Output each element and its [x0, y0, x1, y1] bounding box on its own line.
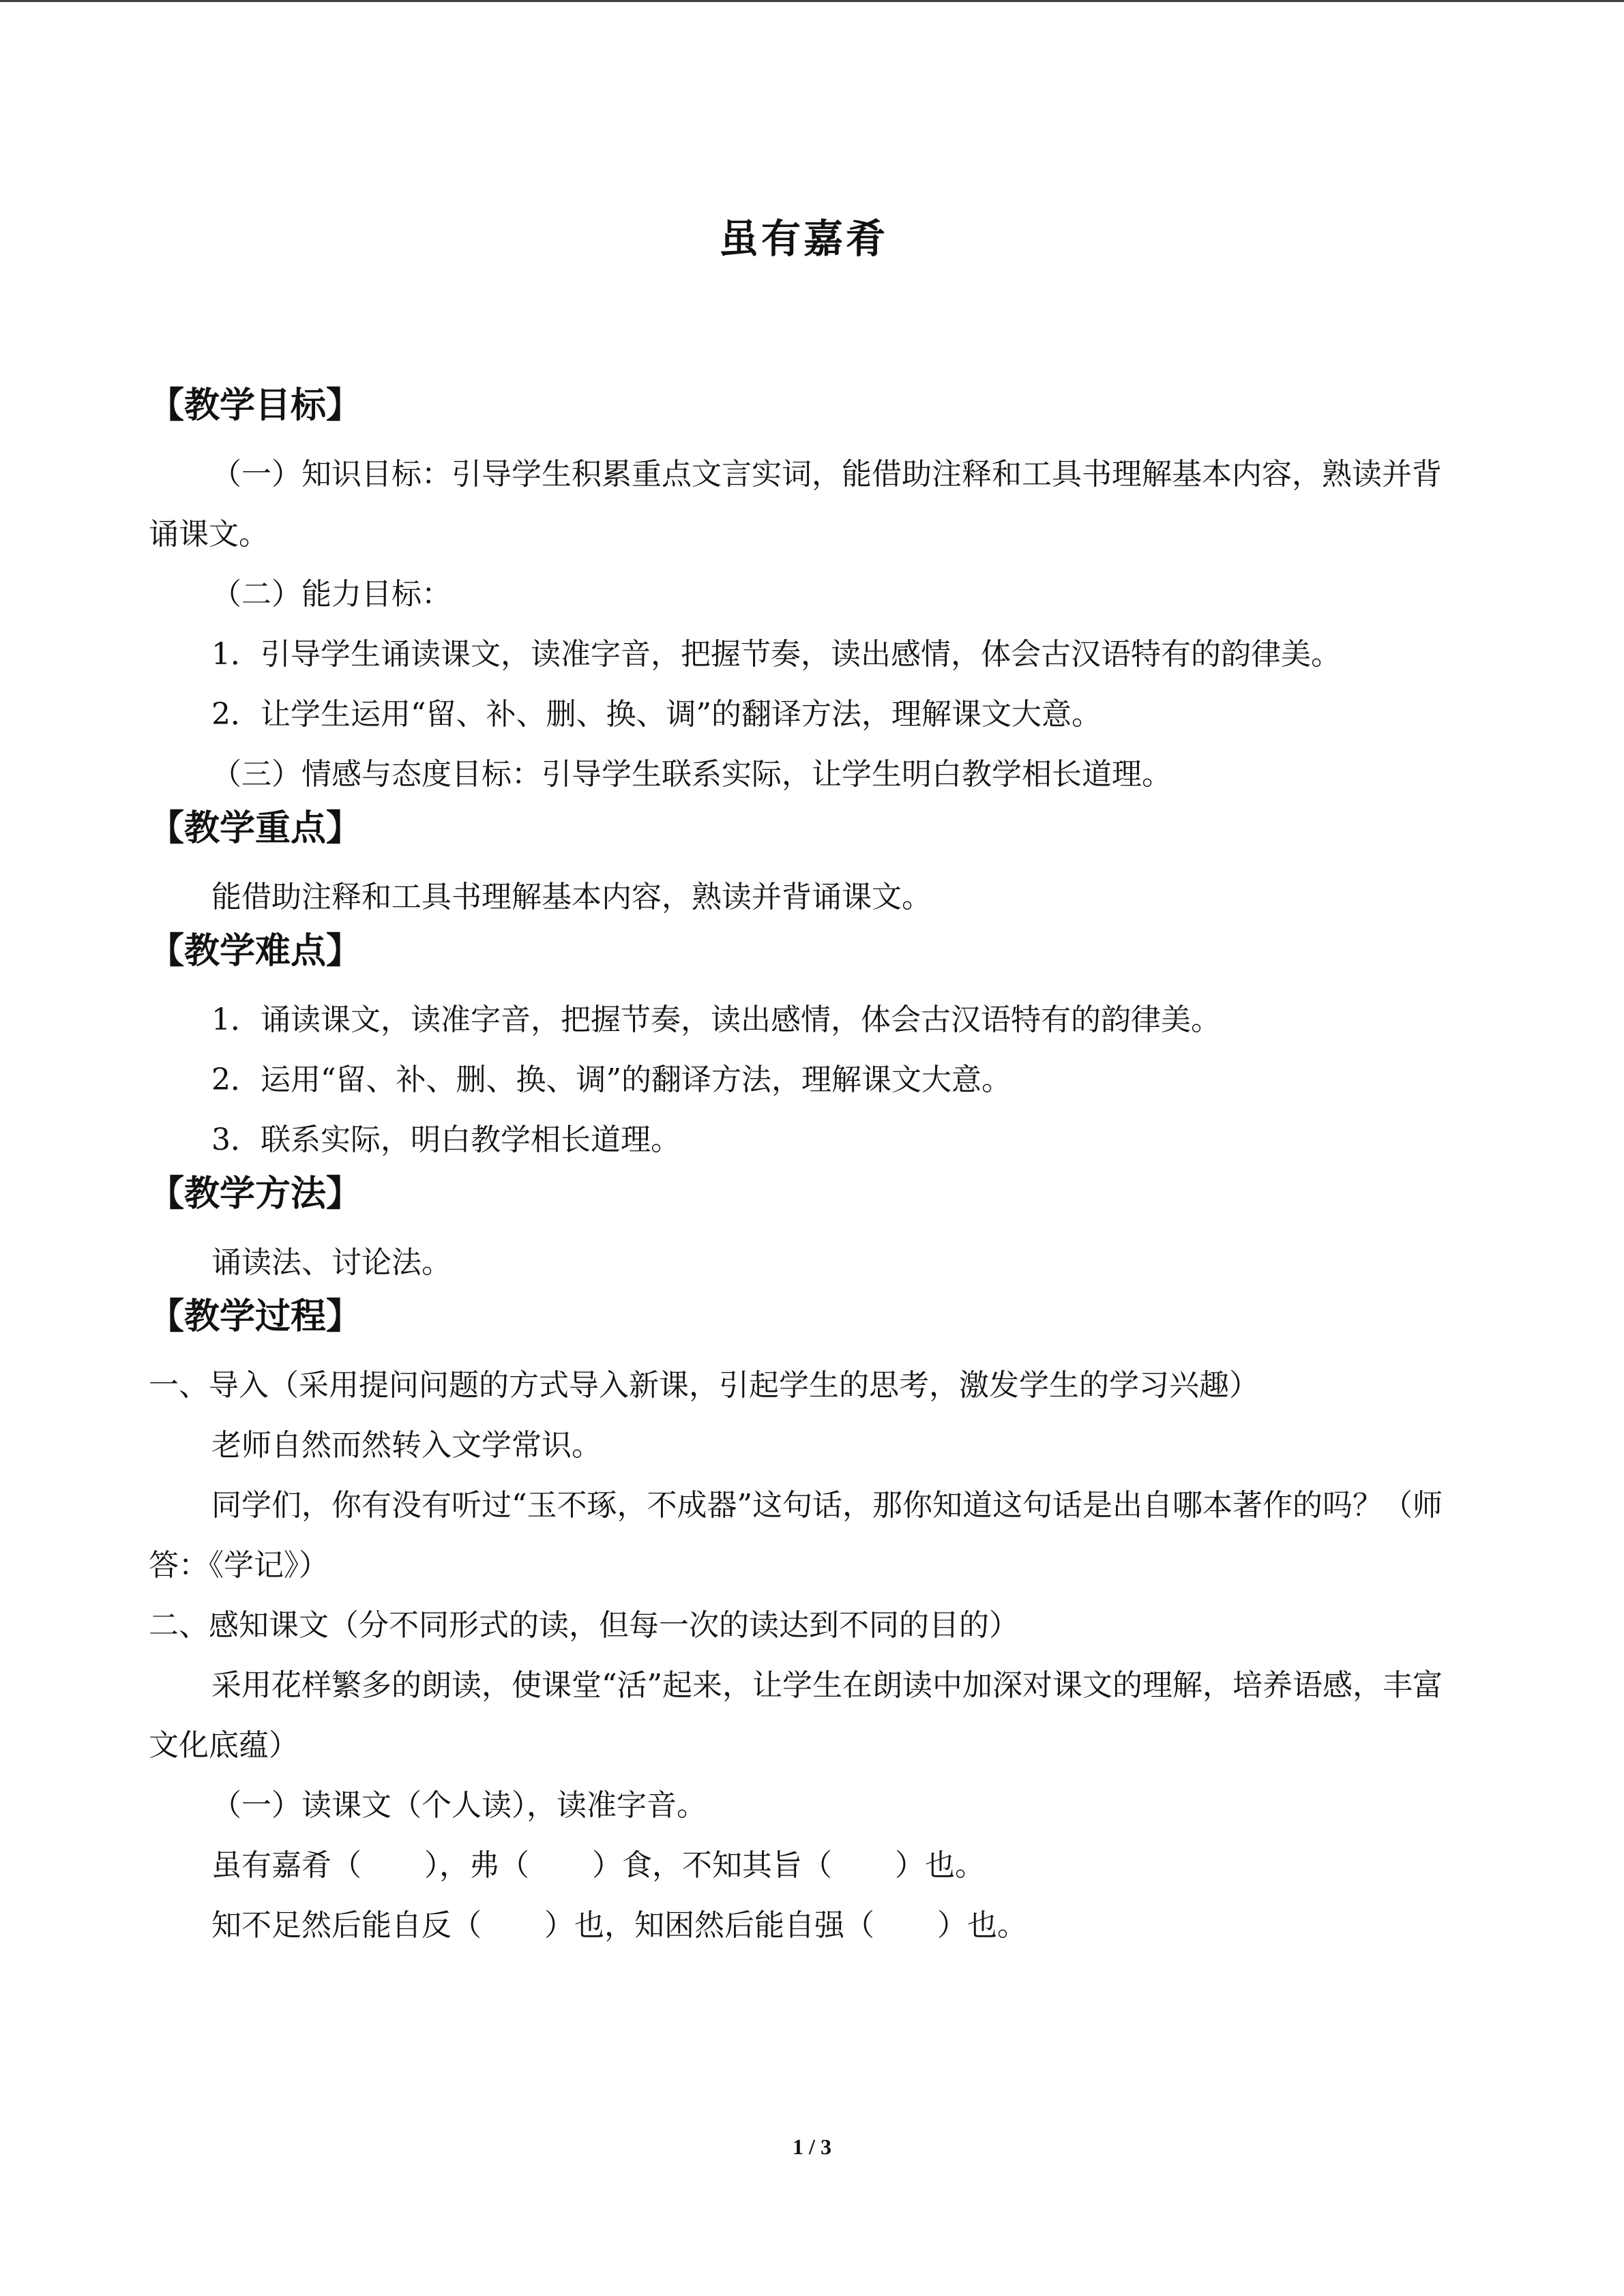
page-number: 1 / 3	[793, 2134, 831, 2159]
blank-line-1-part-2: ），弗（	[424, 1848, 529, 1883]
fill-blank-line-2	[149, 1896, 1458, 1956]
difficulty-2: 2．运用“留、补、删、换、调”的翻译方法，理解课文大意。	[211, 1062, 1012, 1097]
process-step-1-text-1: 老师自然而然转入文学常识。	[211, 1428, 602, 1463]
methods-text: 诵读法、讨论法。	[211, 1245, 452, 1280]
process-step-1: 一、导入（采用提问问题的方式导入新课，引起学生的思考，激发学生的学习兴趣）	[149, 1368, 1259, 1403]
process-step-1-text-2: 同学们，你有没有听过“玉不琢，不成器”这句话，那你知道这句话是出自哪本著作的吗？（师答：《学记》）	[149, 1488, 1443, 1583]
blank-line-1-part-1: 虽有嘉肴（	[211, 1848, 361, 1883]
goals-knowledge: （一）知识目标：引导学生积累重点文言实词，能借助注释和工具书理解基本内容，熟读并背诵课文。	[149, 457, 1442, 552]
document-title: 虽有嘉肴	[718, 215, 888, 262]
blank-line-1-part-4: ）也。	[895, 1848, 985, 1883]
fill-blank-line-1	[149, 1836, 1458, 1896]
blank-line-1-part-3: ）食，不知其旨（	[592, 1848, 832, 1883]
heading-teaching-goals: 【教学目标】	[149, 385, 362, 426]
heading-difficulties: 【教学难点】	[149, 931, 362, 972]
goals-emotion: （三）情感与态度目标：引导学生联系实际，让学生明白教学相长道理。	[211, 757, 1172, 792]
process-step-2-text-1: 采用花样繁多的朗读，使课堂“活”起来，让学生在朗读中加深对课文的理解，培养语感，丰富文化底蕴）	[149, 1668, 1443, 1763]
blank-line-2-part-3: ）也。	[937, 1908, 1027, 1943]
key-points-text: 能借助注释和工具书理解基本内容，熟读并背诵课文。	[211, 880, 932, 914]
top-border-line	[0, 0, 1624, 2]
process-step-2-text-2: （一）读课文（个人读），读准字音。	[211, 1788, 707, 1823]
blank-line-2-part-1: 知不足然后能自反（	[211, 1908, 482, 1943]
blank-line-2-part-2: ）也，知困然后能自强（	[544, 1908, 874, 1943]
difficulty-3: 3．联系实际，明白教学相长道理。	[211, 1122, 681, 1157]
goals-ability: （二）能力目标：	[211, 577, 452, 612]
difficulty-1: 1．诵读课文，读准字音，把握节奏，读出感情，体会古汉语特有的韵律美。	[211, 1002, 1221, 1037]
goals-ability-1: 1．引导学生诵读课文，读准字音，把握节奏，读出感情，体会古汉语特有的韵律美。	[211, 637, 1341, 672]
heading-key-points: 【教学重点】	[149, 808, 362, 849]
document-body	[149, 382, 1458, 1956]
heading-methods: 【教学方法】	[149, 1174, 362, 1214]
heading-process: 【教学过程】	[149, 1296, 362, 1337]
process-step-2: 二、感知课文（分不同形式的读，但每一次的读达到不同的目的）	[149, 1608, 1019, 1643]
goals-ability-2: 2．让学生运用“留、补、删、换、调”的翻译方法，理解课文大意。	[211, 697, 1102, 732]
